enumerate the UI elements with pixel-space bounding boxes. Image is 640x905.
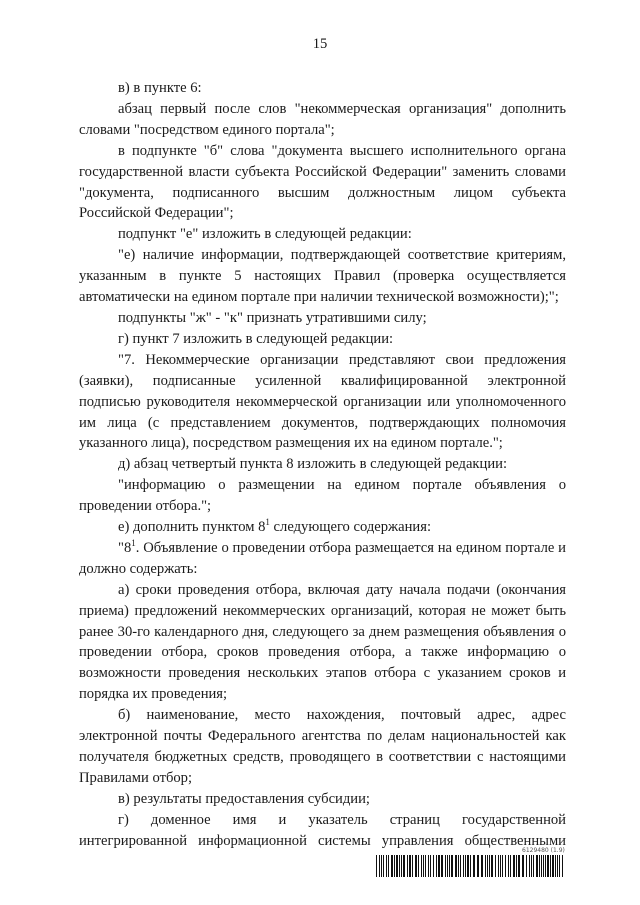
barcode-bar [438, 855, 440, 877]
paragraph: в подпункте "б" слова "документа высшего исполнительного органа государственной власти субъекта Российской Федерации" заменить словами "документа, подписанного высшим должностным лицом субъекта Российской Федерации"; [79, 142, 566, 222]
barcode-bar [552, 855, 554, 877]
barcode-bar [529, 855, 530, 877]
barcode-bar [386, 855, 387, 877]
barcode-bar [428, 855, 429, 877]
barcode-bar [539, 855, 540, 877]
barcode-bar [526, 855, 527, 877]
barcode-bar [383, 855, 384, 877]
paragraph-text: следующего содержания: [269, 519, 432, 536]
barcode-bar [394, 855, 395, 877]
paragraph: "информацию о размещении на едином портале объявления о проведении отбора."; [79, 477, 566, 515]
barcode-bar [391, 855, 393, 877]
paragraph: г) пункт 7 изложить в следующей редакции: [118, 330, 394, 347]
barcode-bar [401, 855, 402, 877]
barcode-bar [562, 855, 563, 877]
paragraph: абзац первый после слов "некоммерческая организация" дополнить словами "посредством единого портала"; [79, 100, 566, 138]
paragraph: б) наименование, место нахождения, почтовый адрес, адрес электронной почты Федерального агентства по делам национальностей как получателя бюджетных средств, проводящего в соответствии с настоящими Правилами отбор; [79, 707, 566, 786]
document-body [79, 78, 566, 852]
barcode-bar [541, 855, 542, 877]
barcode-bar [510, 855, 511, 877]
barcode-bar [433, 855, 434, 877]
barcode-bar [470, 855, 471, 877]
barcode-bar [388, 855, 389, 877]
paragraph [79, 538, 566, 580]
paragraph: "7. Некоммерческие организации представляют свои предложения (заявки), подписанные усиленной квалифицированной электронной подписью руководителя некоммерческой организации или уполномоченного им лица (с представлением документов, подтверждающих полномочия указанного лица), посредством размещения их на едином портале."; [79, 351, 566, 452]
paragraph: подпункты "ж" - "к" признать утратившими силу; [118, 309, 427, 326]
barcode-bar [441, 855, 443, 877]
barcode-bar [455, 855, 457, 877]
barcode-bar [547, 855, 549, 877]
superscript: 1 [131, 537, 136, 548]
barcode-bar [481, 855, 483, 877]
barcode-bar [473, 855, 475, 877]
barcode-bar [399, 855, 400, 877]
barcode-bar [513, 855, 515, 877]
barcode-bar [445, 855, 446, 877]
paragraph: г) доменное имя и указатель страниц государственной интегрированной информационной системы управления общественными [79, 811, 566, 849]
barcode-bar [463, 855, 464, 877]
barcode-bar [418, 855, 419, 877]
barcode-bar [516, 855, 517, 877]
barcode-bar [415, 855, 417, 877]
paragraph: д) абзац четвертый пункта 8 изложить в следующей редакции: [118, 456, 508, 473]
barcode-bar [500, 855, 501, 877]
barcode-bar [550, 855, 551, 877]
barcode-bar [396, 855, 398, 877]
barcode-bar [430, 855, 431, 877]
barcode-bar [465, 855, 466, 877]
paragraph: а) сроки проведения отбора, включая дату начала подачи (окончания приема) предложений некоммерческих организаций, которая не может быть ранее 30-го календарного дня, следующего за днем размещения объявления о проведении отбора, сроков проведения отбора, а также информацию о возможности проведения нескольких этапов отбора с указанием сроков и порядка их проведения; [79, 581, 566, 703]
barcode-bar [381, 855, 382, 877]
barcode-bar [555, 855, 556, 877]
barcode-bar [449, 855, 450, 877]
barcode-bar [495, 855, 496, 877]
barcode-bar [543, 855, 544, 877]
paragraph-text: . Объявление о проведении отбора размещается на едином портале и должно содержать: [79, 539, 566, 577]
barcode-bar [491, 855, 493, 877]
barcode-bar [498, 855, 499, 877]
barcode-bar [485, 855, 486, 877]
paragraph [79, 517, 566, 538]
barcode-bar [467, 855, 469, 877]
barcode-bar [376, 855, 377, 877]
barcode-bar [421, 855, 422, 877]
barcode-bar [531, 855, 532, 877]
barcode-bar [477, 855, 479, 877]
paragraph: в) результаты предоставления субсидии; [118, 790, 370, 807]
barcode-bar [559, 855, 560, 877]
barcode-bar [487, 855, 488, 877]
barcode-bar [545, 855, 546, 877]
barcode-bar [407, 855, 408, 877]
barcode-bar [460, 855, 461, 877]
barcode-bar [518, 855, 520, 877]
document-code: 6129480 (1.9) [522, 847, 565, 854]
page-number: 15 [312, 36, 328, 52]
barcode-bar [536, 855, 538, 877]
barcode-bar [451, 855, 453, 877]
barcode-bar [533, 855, 534, 877]
barcode-bar [522, 855, 524, 877]
paragraph: "е) наличие информации, подтверждающей соответствие критериям, указанным в пункте 5 настоящих Правил (проверка осуществляется автоматически на едином портале при наличии технической возможности);"; [79, 247, 566, 306]
barcode-bar [436, 855, 437, 877]
barcode-bar [458, 855, 459, 877]
barcode-bar [425, 855, 426, 877]
paragraph-text: "8 [118, 539, 132, 556]
barcode-image [376, 855, 566, 877]
barcode-bar [505, 855, 506, 877]
paragraph: в) в пункте 6: [118, 80, 202, 96]
superscript: 1 [265, 517, 270, 528]
paragraph-text: е) дополнить пунктом 8 [118, 519, 266, 536]
barcode-bar [489, 855, 490, 877]
paragraph: подпункт "е" изложить в следующей редакции: [118, 226, 412, 243]
barcode-bar [403, 855, 405, 877]
barcode-bar [447, 855, 448, 877]
barcode-bar [409, 855, 411, 877]
barcode-bar [412, 855, 413, 877]
barcode-bar [557, 855, 558, 877]
barcode-bar [379, 855, 380, 877]
barcode-bar [502, 855, 503, 877]
barcode-bar [423, 855, 424, 877]
barcode-bar [508, 855, 509, 877]
